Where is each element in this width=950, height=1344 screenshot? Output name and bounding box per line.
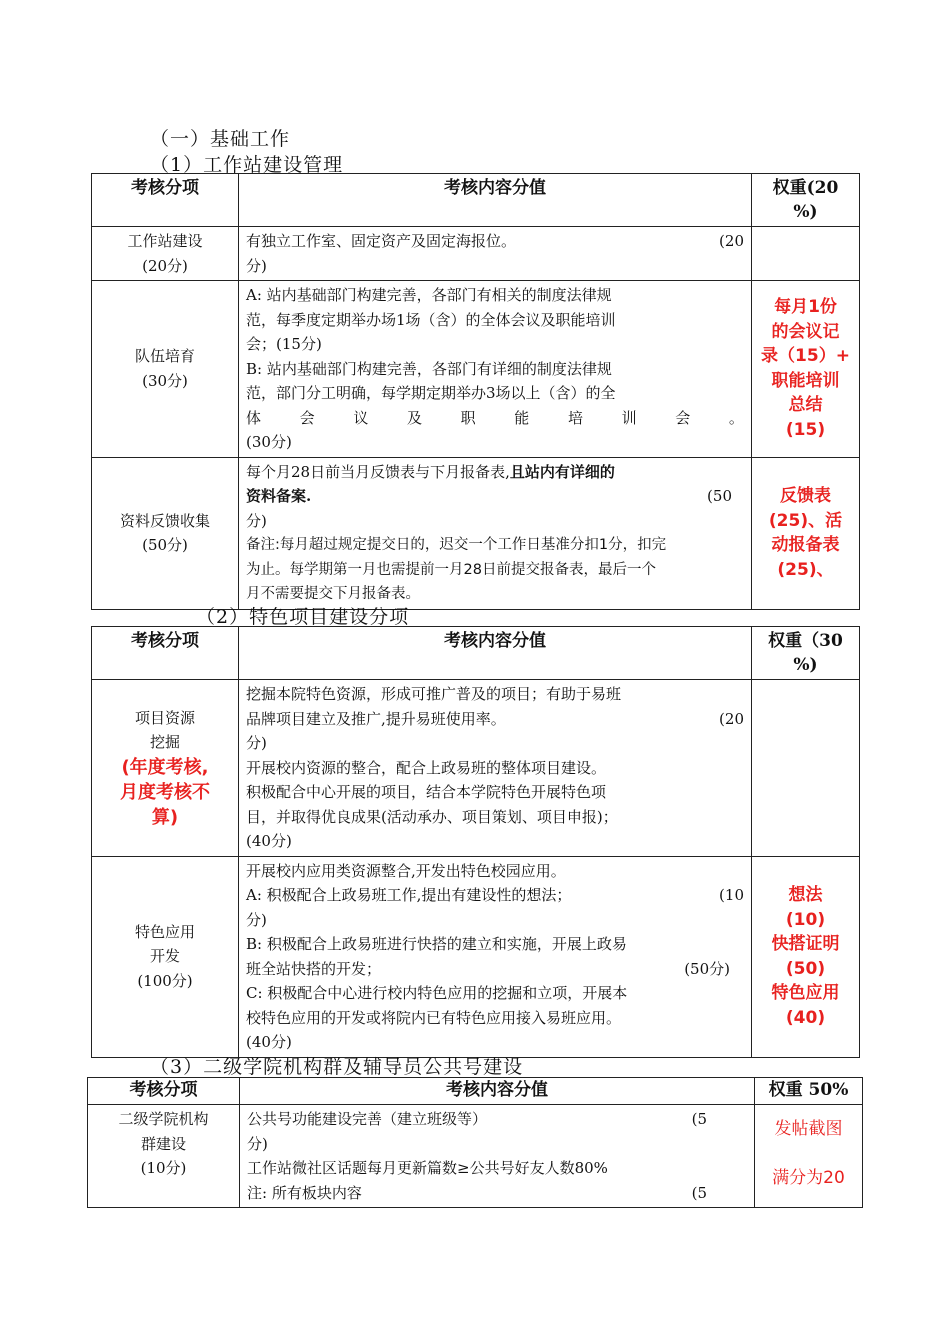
table-header-row: [92, 627, 860, 680]
item-cell: 资料反馈收集 (50分): [92, 457, 239, 609]
note-text: 备注:每月超过规定提交日的，迟交一个工作日基准分扣1分，扣完: [246, 537, 667, 553]
content-cell: A: 站内基础部门构建完善，各部门有相关的制度法律规 范，每季度定期举办场1场（含）的全体会议及职能培训 会；(15分) B: 站内基础部门构建完善，各部门有详细的制度法律规 范，部门分工明确，每学期定期举办3场以上（含）的全 体 会 议 及 职 能 培 训 会 。 (30分): [239, 281, 752, 458]
weight-cell: 发帖截图 满分为20: [755, 1105, 863, 1208]
table-row: [92, 457, 860, 609]
table-header-row: [92, 174, 860, 227]
heading-workstation-management: （1）工作站建设管理: [150, 154, 344, 176]
item-cell: 队伍培育 (30分): [92, 281, 239, 458]
weight-cell: 想法 (10) 快搭证明 (50) 特色应用 (40): [752, 856, 860, 1057]
col-header-weight: 权重(20 %): [752, 174, 860, 227]
table-workstation-management: [91, 173, 860, 610]
table-college-groups: [87, 1077, 863, 1208]
col-header-item: 考核分项: [88, 1078, 240, 1105]
table-row: [92, 680, 860, 857]
content-cell: 开展校内应用类资源整合,开发出特色校园应用。 A: 积极配合上政易班工作,提出有建设性的想法； (10 分) B: 积极配合上政易班进行快搭的建立和实施，开展上政易 班全站快搭的开发； (50分) C: 积极配合中心进行校内特色应用的挖掘和立项，开展本 校特色应用的开发或将院内已有特色应用接入易班应用。 (40分): [239, 856, 752, 1057]
content-cell: 有独立工作室、固定资产及固定海报位。 (20 分): [239, 227, 752, 281]
content-cell: 公共号功能建设完善（建立班级等） (5 分) 工作站微社区话题每月更新篇数≥公共号好友人数80% 注: 所有板块内容 (5: [240, 1105, 755, 1208]
col-header-item: 考核分项: [92, 174, 239, 227]
item-cell: 项目资源 挖掘 (年度考核, 月度考核不 算): [92, 680, 239, 857]
content-cell: 每个月28日前当月反馈表与下月报备表,且站内有详细的 资料备案. (50 分) 备注:每月超过规定提交日的，迟交一个工作日基准分扣1分，扣完 为止。每学期第一月也需提前一月28日前提交报备表，最后一个 月不需要提交下月报备表。: [239, 457, 752, 609]
table-row: [92, 281, 860, 458]
item-cell: 二级学院机构 群建设 (10分): [88, 1105, 240, 1208]
item-cell: 工作站建设 (20分): [92, 227, 239, 281]
table-row: [92, 227, 860, 281]
content-cell: 挖掘本院特色资源，形成可推广普及的项目；有助于易班 品牌项目建立及推广,提升易班使用率。 (20 分) 开展校内资源的整合，配合上政易班的整体项目建设。 积极配合中心开展的项目，结合本学院特色开展特色项 目，并取得优良成果(活动承办、项目策划、项目申报)； (40分): [239, 680, 752, 857]
col-header-weight: 权重 50%: [755, 1078, 863, 1105]
weight-cell: [752, 227, 860, 281]
col-header-content: 考核内容分值: [240, 1078, 755, 1105]
weight-cell: 反馈表 (25)、活 动报备表 (25)、: [752, 457, 860, 609]
heading-basic-work: （一）基础工作: [150, 128, 291, 150]
col-header-content: 考核内容分值: [239, 174, 752, 227]
heading-feature-projects: （2）特色项目建设分项: [196, 606, 410, 628]
col-header-item: 考核分项: [92, 627, 239, 680]
col-header-weight: 权重（30 %): [752, 627, 860, 680]
spread-line: 体 会 议 及 职 能 培 训 会 。: [246, 408, 744, 427]
table-feature-projects: [91, 626, 860, 1058]
col-header-content: 考核内容分值: [239, 627, 752, 680]
weight-cell: 每月1份 的会议记 录（15）+ 职能培训 总结 (15): [752, 281, 860, 458]
table-header-row: [88, 1078, 863, 1105]
weight-cell: [752, 680, 860, 857]
item-cell: 特色应用 开发 (100分): [92, 856, 239, 1057]
table-row: [88, 1105, 863, 1208]
heading-college-groups: （3）二级学院机构群及辅导员公共号建设: [150, 1056, 524, 1078]
table-row: [92, 856, 860, 1057]
